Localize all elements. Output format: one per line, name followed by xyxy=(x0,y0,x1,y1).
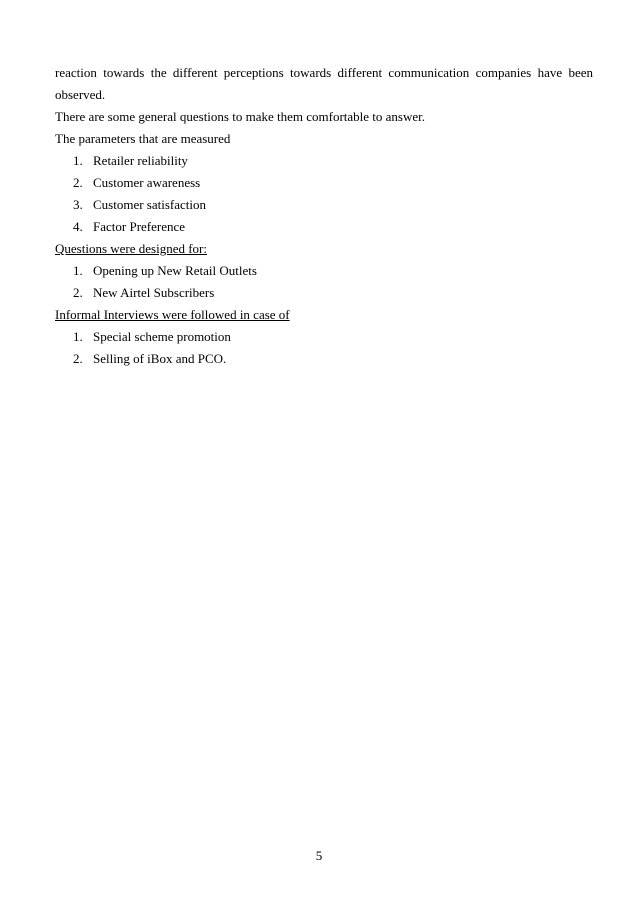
list-text: Opening up New Retail Outlets xyxy=(93,263,257,278)
paragraph-line: There are some general questions to make them comfortable to answer. xyxy=(55,109,426,124)
list-item xyxy=(55,348,593,370)
questions-heading: Questions were designed for: xyxy=(55,241,207,256)
list-item xyxy=(55,326,593,348)
page-number: 5 xyxy=(315,848,323,863)
list-number: 1. xyxy=(73,153,83,168)
list-text: New Airtel Subscribers xyxy=(93,285,215,300)
list-number: 3. xyxy=(73,197,83,212)
list-number: 2. xyxy=(73,175,83,190)
list-number: 2. xyxy=(73,285,83,300)
list-item xyxy=(55,216,593,238)
paragraph-line: reaction towards the different perceptions towards different communication companies have been xyxy=(55,65,593,80)
list-item xyxy=(55,194,593,216)
list-number: 1. xyxy=(73,263,83,278)
parameters-intro: The parameters that are measured xyxy=(55,131,231,146)
interviews-heading: Informal Interviews were followed in case of xyxy=(55,307,290,322)
list-text: Special scheme promotion xyxy=(93,329,231,344)
interviews-list xyxy=(55,326,593,370)
list-item xyxy=(55,260,593,282)
list-number: 1. xyxy=(73,329,83,344)
list-number: 4. xyxy=(73,219,83,234)
page-content xyxy=(55,62,593,370)
list-item xyxy=(55,282,593,304)
paragraph-line: observed. xyxy=(55,87,106,102)
list-text: Selling of iBox and PCO. xyxy=(93,351,227,366)
list-item xyxy=(55,150,593,172)
parameters-list xyxy=(55,150,593,238)
list-text: Customer awareness xyxy=(93,175,201,190)
list-number: 2. xyxy=(73,351,83,366)
list-text: Factor Preference xyxy=(93,219,186,234)
list-text: Customer satisfaction xyxy=(93,197,207,212)
list-text: Retailer reliability xyxy=(93,153,188,168)
questions-list xyxy=(55,260,593,304)
list-item xyxy=(55,172,593,194)
